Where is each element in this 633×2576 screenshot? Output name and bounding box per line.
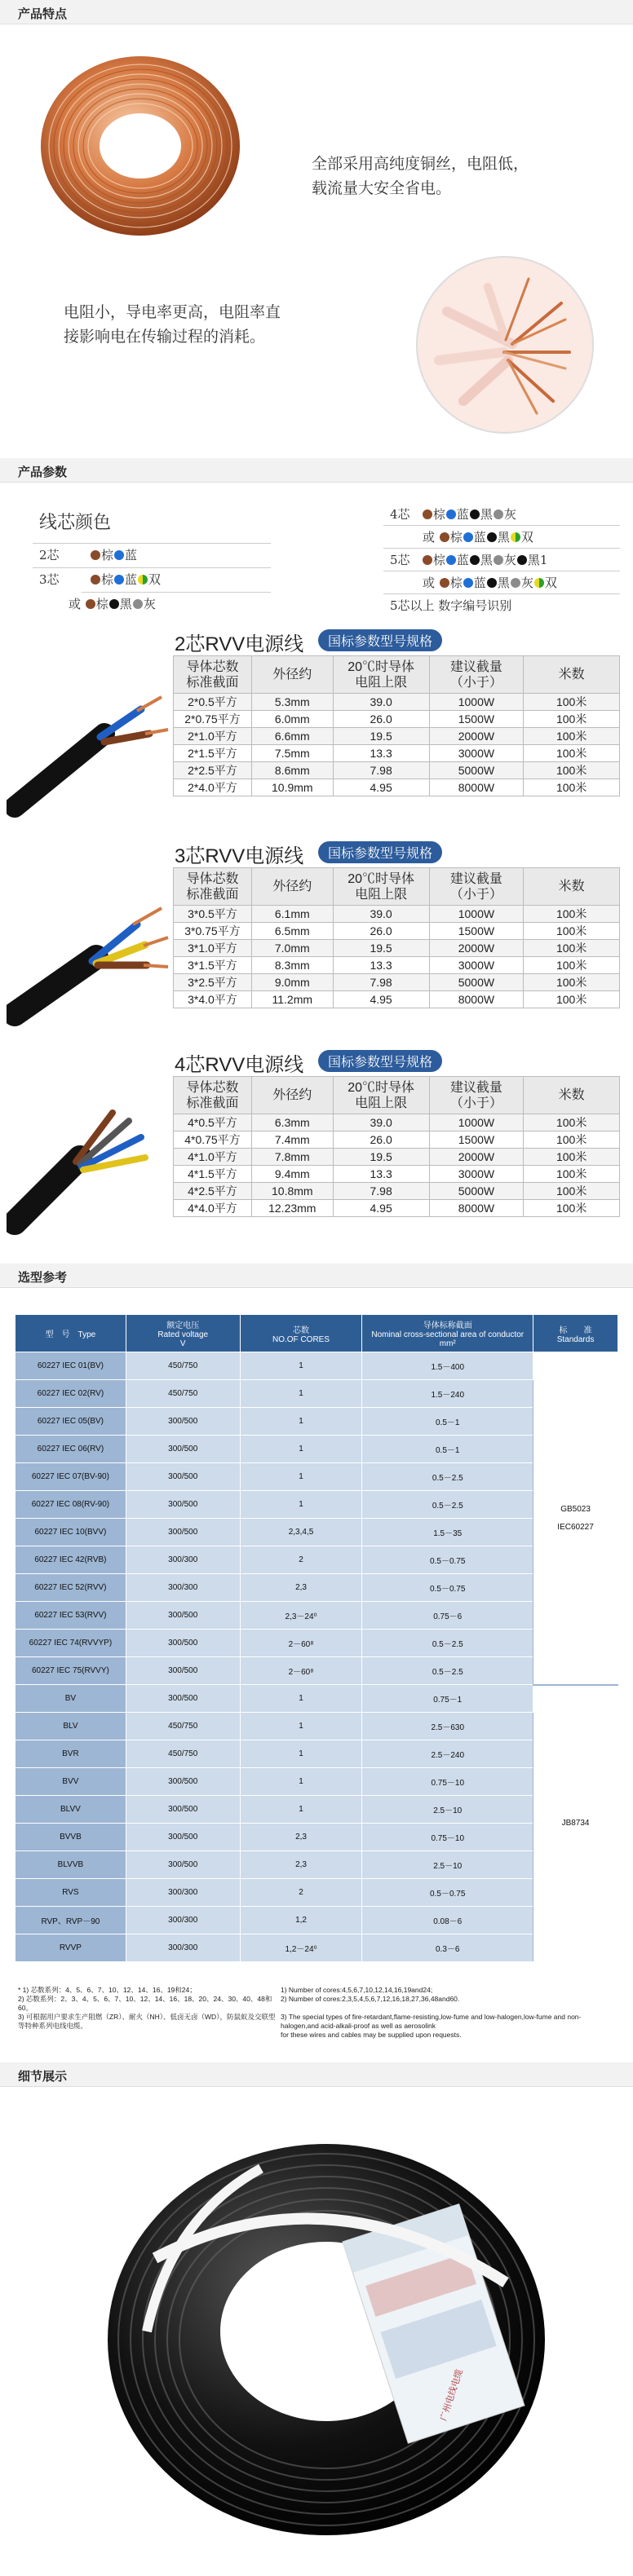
table-cell: 7.5mm [251, 745, 333, 762]
table-row [174, 957, 620, 974]
table-cell-type: 60227 IEC 02(RV) [15, 1380, 126, 1408]
table-cell: 2000W [429, 728, 524, 745]
rvv2-cable-image [7, 677, 170, 823]
table-cell-voltage: 300/300 [126, 1546, 240, 1574]
table-cell-cores: 1 [240, 1463, 362, 1491]
section-title: 产品参数 [18, 465, 68, 479]
table-cell-cores: 1 [240, 1352, 362, 1380]
table-cell-cores: 1 [240, 1768, 362, 1796]
table-cell: 100米 [524, 906, 620, 923]
section-header-selection [0, 1264, 633, 1288]
table-cell-voltage: 450/750 [126, 1740, 240, 1768]
table-cell: 1000W [429, 906, 524, 923]
table-cell: 7.98 [333, 762, 429, 779]
table-cell: 12.23mm [251, 1200, 333, 1217]
c5-colors-a: 5芯 棕 蓝 黑 灰 黑1 [390, 553, 548, 567]
table-cell: 26.0 [333, 1131, 429, 1149]
table-cell-voltage: 300/500 [126, 1657, 240, 1685]
table-cell-area: 1.5－400 [362, 1352, 533, 1380]
notes-left [18, 1986, 279, 2031]
table-cell: 4.95 [333, 991, 429, 1008]
table-cell-area: 0.5－2.5 [362, 1657, 533, 1685]
table-cell: 8000W [429, 1200, 524, 1217]
table-cell-type: 60227 IEC 52(RVV) [15, 1574, 126, 1602]
table-row [174, 745, 620, 762]
table-row [15, 1408, 618, 1436]
rvv3-badge: 国标参数型号规格 [318, 841, 442, 863]
table-cell-voltage: 300/300 [126, 1879, 240, 1907]
c5-colors-b: 或 棕 蓝 黑 灰 双 [423, 576, 557, 590]
table-cell-cores: 2－60⁸ [240, 1630, 362, 1657]
table-row [15, 1491, 618, 1519]
selection-header-cell: 标 准 Standards [533, 1315, 618, 1352]
selection-header-cell: 型 号 Type [15, 1315, 126, 1352]
table-cell-area: 0.5－0.75 [362, 1574, 533, 1602]
table-cell-voltage: 450/750 [126, 1352, 240, 1380]
table-row [15, 1574, 618, 1602]
table-cell: 9.4mm [251, 1166, 333, 1183]
feature-text-1-line1: 全部采用高纯度铜丝，电阻低， [312, 155, 529, 173]
table-cell: 3*0.75平方 [174, 923, 252, 940]
table-row [15, 1352, 618, 1380]
table-row [174, 1200, 620, 1217]
table-cell: 4*1.5平方 [174, 1166, 252, 1183]
table-cell: 5.3mm [251, 694, 333, 711]
selection-header-row [15, 1315, 618, 1352]
section-header-features [0, 0, 633, 24]
feature-text-2-line2: 接影响电在传输过程的消耗。 [64, 328, 266, 346]
table-cell-cores: 2 [240, 1546, 362, 1574]
c4-colors-b: 或 棕 蓝 黑 双 [423, 530, 533, 545]
table-row [15, 1879, 618, 1907]
table-cell-area: 0.75－10 [362, 1768, 533, 1796]
table-cell-cores: 1 [240, 1408, 362, 1436]
table-cell-cores: 1 [240, 1713, 362, 1740]
table-cell-type: BLVVB [15, 1851, 126, 1879]
table-header-cell: 建议截量 （小于） [429, 656, 524, 694]
section-title: 选型参考 [18, 1270, 68, 1285]
table-cell: 1500W [429, 923, 524, 940]
table-cell-standard: GB5023 IEC60227 [533, 1352, 618, 1685]
c3-label: 3芯 [39, 572, 60, 587]
c5plus-text: 5芯以上 数字编号识别 [390, 598, 512, 613]
table-cell: 2*2.5平方 [174, 762, 252, 779]
table-cell-type: 60227 IEC 01(BV) [15, 1352, 126, 1380]
table-cell: 6.5mm [251, 923, 333, 940]
table-cell: 8.6mm [251, 762, 333, 779]
table-cell-area: 0.5－1 [362, 1436, 533, 1463]
table-cell: 1000W [429, 1114, 524, 1131]
table-cell: 2*4.0平方 [174, 779, 252, 796]
table-cell-voltage: 300/500 [126, 1436, 240, 1463]
table-row [15, 1630, 618, 1657]
table-cell-cores: 2,3 [240, 1851, 362, 1879]
table-cell-type: 60227 IEC 10(BVV) [15, 1519, 126, 1546]
section-header-params [0, 458, 633, 483]
table-cell-area: 0.5－2.5 [362, 1463, 533, 1491]
table-cell: 19.5 [333, 1149, 429, 1166]
table-row [174, 728, 620, 745]
table-cell: 4*4.0平方 [174, 1200, 252, 1217]
table-cell-area: 0.08－6 [362, 1907, 533, 1934]
table-cell: 6.1mm [251, 906, 333, 923]
table-header-cell: 20℃时导体 电阻上限 [333, 1077, 429, 1114]
table-header-cell: 20℃时导体 电阻上限 [333, 656, 429, 694]
table-row [15, 1907, 618, 1934]
table-cell-area: 0.75－10 [362, 1824, 533, 1851]
c3-colors-b: 或 棕 黑 灰 [69, 597, 156, 611]
table-row [174, 1166, 620, 1183]
table-cell: 26.0 [333, 711, 429, 728]
table-cell-type: 60227 IEC 75(RVVY) [15, 1657, 126, 1685]
table-cell-type: 60227 IEC 74(RVVYP) [15, 1630, 126, 1657]
table-cell-cores: 2,3,4,5 [240, 1519, 362, 1546]
table-row [15, 1463, 618, 1491]
table-cell: 6.6mm [251, 728, 333, 745]
table-cell: 9.0mm [251, 974, 333, 991]
table-cell-type: 60227 IEC 06(RV) [15, 1436, 126, 1463]
table-header-cell: 导体芯数 标准截面 [174, 1077, 252, 1114]
rvv2-badge: 国标参数型号规格 [318, 629, 442, 651]
rvv4-title: 4芯RVV电源线 [175, 1054, 304, 1076]
rvv4-table [173, 1076, 620, 1217]
c4-colors-a: 4芯 棕 蓝 黑 灰 [390, 507, 516, 522]
note-line: 2) 芯数系列：2、3、4、5、6、7、10、12、14、16、18、20、24、30、40、48和60。 [18, 1995, 272, 2012]
c2-label: 2芯 [39, 548, 60, 562]
table-cell: 13.3 [333, 1166, 429, 1183]
table-cell-cores: 1 [240, 1436, 362, 1463]
table-row [15, 1685, 618, 1713]
table-cell: 100米 [524, 1149, 620, 1166]
table-cell: 4*1.0平方 [174, 1149, 252, 1166]
table-header-cell: 20℃时导体 电阻上限 [333, 868, 429, 906]
table-cell: 5000W [429, 1183, 524, 1200]
table-cell-area: 1.5－35 [362, 1519, 533, 1546]
table-cell: 7.4mm [251, 1131, 333, 1149]
stripped-wires-image [414, 254, 595, 435]
cable-spool-image [98, 2119, 555, 2543]
table-cell-voltage: 450/750 [126, 1380, 240, 1408]
table-cell: 100米 [524, 974, 620, 991]
selection-header-cell: 导体标称截面 Nominal cross-sectional area of conductor mm² [362, 1315, 533, 1352]
table-cell: 39.0 [333, 1114, 429, 1131]
table-cell: 100米 [524, 728, 620, 745]
table-cell-voltage: 300/500 [126, 1630, 240, 1657]
table-row [15, 1740, 618, 1768]
table-cell-voltage: 300/500 [126, 1796, 240, 1824]
table-cell-cores: 2,3 [240, 1574, 362, 1602]
table-cell: 7.8mm [251, 1149, 333, 1166]
table-cell: 3*2.5平方 [174, 974, 252, 991]
table-row [174, 906, 620, 923]
table-cell: 1500W [429, 711, 524, 728]
table-header-cell: 建议截量 （小于） [429, 1077, 524, 1114]
table-header-cell: 建议截量 （小于） [429, 868, 524, 906]
table-cell-voltage: 300/500 [126, 1408, 240, 1436]
table-cell-type: 60227 IEC 42(RVB) [15, 1546, 126, 1574]
table-cell-voltage: 300/300 [126, 1934, 240, 1962]
table-cell: 100米 [524, 1131, 620, 1149]
table-cell: 100米 [524, 1183, 620, 1200]
table-cell: 7.0mm [251, 940, 333, 957]
table-cell: 3000W [429, 745, 524, 762]
table-row [15, 1546, 618, 1574]
table-row [15, 1824, 618, 1851]
table-cell-type: 60227 IEC 05(BV) [15, 1408, 126, 1436]
table-cell: 26.0 [333, 923, 429, 940]
table-row [15, 1519, 618, 1546]
table-row [174, 923, 620, 940]
core-colors-panel-right [383, 502, 620, 624]
table-cell: 13.3 [333, 745, 429, 762]
table-row [15, 1768, 618, 1796]
table-cell-area: 0.5－0.75 [362, 1879, 533, 1907]
notes-right [281, 1986, 615, 2040]
table-row [174, 974, 620, 991]
table-cell: 7.98 [333, 974, 429, 991]
table-cell: 39.0 [333, 906, 429, 923]
table-cell-type: BVVB [15, 1824, 126, 1851]
table-cell: 7.98 [333, 1183, 429, 1200]
table-cell-type: RVP、RVP－90 [15, 1907, 126, 1934]
table-cell-voltage: 300/500 [126, 1768, 240, 1796]
table-cell: 3*4.0平方 [174, 991, 252, 1008]
table-cell: 2*1.0平方 [174, 728, 252, 745]
table-cell-type: 60227 IEC 08(RV-90) [15, 1491, 126, 1519]
selection-header-cell: 芯数 NO.OF CORES [240, 1315, 362, 1352]
table-cell: 2000W [429, 940, 524, 957]
table-row [174, 762, 620, 779]
table-cell-voltage: 300/500 [126, 1519, 240, 1546]
table-cell: 5000W [429, 762, 524, 779]
table-cell: 4*2.5平方 [174, 1183, 252, 1200]
table-row [15, 1713, 618, 1740]
table-cell-voltage: 300/500 [126, 1463, 240, 1491]
table-cell-voltage: 450/750 [126, 1713, 240, 1740]
table-cell-area: 2.5－10 [362, 1851, 533, 1879]
table-cell-area: 0.75－1 [362, 1685, 533, 1713]
feature-text-2-line1: 电阻小，导电率更高，电阻率直 [64, 303, 281, 321]
table-row [15, 1380, 618, 1408]
table-cell: 100米 [524, 923, 620, 940]
spool-label-brand: 广州电线电缆 [438, 2367, 465, 2423]
selection-header-cell: 额定电压 Rated voltage V [126, 1315, 240, 1352]
table-row [15, 1436, 618, 1463]
table-header-row [174, 656, 620, 694]
table-row [15, 1851, 618, 1879]
table-cell: 8000W [429, 779, 524, 796]
table-cell: 19.5 [333, 940, 429, 957]
table-cell-standard: JB8734 [533, 1685, 618, 1962]
table-cell-cores: 2 [240, 1879, 362, 1907]
table-cell-area: 0.3－6 [362, 1934, 533, 1962]
section-title: 细节展示 [18, 2069, 68, 2084]
note-line: 3) The special types of fire-retardant,flame-resisting,low-fume and low-halogen,low-fume and non-halogen,and acid-alkali-proof as well as aerosolink [281, 2013, 582, 2030]
table-header-cell: 米数 [524, 1077, 620, 1114]
table-row [15, 1796, 618, 1824]
table-cell-cores: 2,3 [240, 1824, 362, 1851]
note-line: 3) 可根据用户要求生产阻燃（ZR）、耐火（NH）、低卤无卤（WD），防鼠蚁及交联型等特种系列电线电缆。 [18, 2013, 276, 2030]
table-cell-cores: 1,2－24⁰ [240, 1934, 362, 1962]
table-row [174, 779, 620, 796]
table-cell-type: RVS [15, 1879, 126, 1907]
table-cell-area: 2.5－10 [362, 1796, 533, 1824]
table-cell: 1000W [429, 694, 524, 711]
table-cell: 10.9mm [251, 779, 333, 796]
table-cell: 10.8mm [251, 1183, 333, 1200]
table-cell-cores: 1,2 [240, 1907, 362, 1934]
copper-coil-image [34, 52, 246, 240]
table-cell: 5000W [429, 974, 524, 991]
table-row [174, 1114, 620, 1131]
table-row [174, 940, 620, 957]
table-cell: 6.3mm [251, 1114, 333, 1131]
table-cell: 2*0.75平方 [174, 711, 252, 728]
table-cell-type: BVR [15, 1740, 126, 1768]
table-row [15, 1602, 618, 1630]
table-cell: 3*1.5平方 [174, 957, 252, 974]
table-cell: 100米 [524, 711, 620, 728]
table-cell: 4.95 [333, 779, 429, 796]
table-header-row [174, 1077, 620, 1114]
table-cell-area: 0.5－2.5 [362, 1630, 533, 1657]
table-cell-area: 0.5－1 [362, 1408, 533, 1436]
table-cell-area: 1.5－240 [362, 1380, 533, 1408]
table-row [174, 1183, 620, 1200]
table-cell: 19.5 [333, 728, 429, 745]
table-cell-cores: 1 [240, 1796, 362, 1824]
note-line: for these wires and cables may be supplied upon requests. [281, 2031, 462, 2039]
table-cell: 4.95 [333, 1200, 429, 1217]
table-cell-voltage: 300/500 [126, 1491, 240, 1519]
feature-text-1-line2: 载流量大安全省电。 [312, 179, 452, 197]
table-cell: 100米 [524, 1114, 620, 1131]
table-row [174, 1149, 620, 1166]
table-cell: 2*0.5平方 [174, 694, 252, 711]
table-cell: 3000W [429, 1166, 524, 1183]
table-cell: 100米 [524, 991, 620, 1008]
table-cell: 100米 [524, 1166, 620, 1183]
core-colors-title: 线芯颜色 [39, 513, 112, 533]
table-cell: 8.3mm [251, 957, 333, 974]
table-cell: 4*0.75平方 [174, 1131, 252, 1149]
table-cell-type: RVVP [15, 1934, 126, 1962]
selection-table [15, 1314, 618, 1962]
table-cell-area: 0.75－6 [362, 1602, 533, 1630]
table-cell: 8000W [429, 991, 524, 1008]
table-cell-cores: 1 [240, 1740, 362, 1768]
table-header-cell: 外径约 [251, 868, 333, 906]
table-cell-voltage: 300/300 [126, 1574, 240, 1602]
table-cell-voltage: 300/500 [126, 1685, 240, 1713]
table-header-cell: 外径约 [251, 1077, 333, 1114]
table-row [15, 1934, 618, 1962]
table-cell: 2*1.5平方 [174, 745, 252, 762]
table-header-cell: 导体芯数 标准截面 [174, 656, 252, 694]
table-cell-cores: 2－60⁸ [240, 1657, 362, 1685]
section-header-details [0, 2062, 633, 2087]
table-cell: 3*0.5平方 [174, 906, 252, 923]
table-row [15, 1657, 618, 1685]
table-cell: 6.0mm [251, 711, 333, 728]
table-cell: 39.0 [333, 694, 429, 711]
table-cell-area: 0.5－0.75 [362, 1546, 533, 1574]
table-cell: 3000W [429, 957, 524, 974]
table-cell-cores: 2,3－24⁰ [240, 1602, 362, 1630]
table-header-cell: 外径约 [251, 656, 333, 694]
rvv4-cable-image [7, 1092, 170, 1239]
table-cell-cores: 1 [240, 1685, 362, 1713]
c2-colors: 棕 蓝 [90, 546, 137, 563]
table-cell: 100米 [524, 694, 620, 711]
table-header-cell: 米数 [524, 656, 620, 694]
table-cell: 100米 [524, 779, 620, 796]
note-line: * 1) 芯数系列：4、5、6、7、10、12、14、16、19和24； [18, 1986, 197, 1994]
rvv3-cable-image [7, 884, 170, 1030]
c3-colors-a: 棕 蓝 双 [90, 571, 161, 588]
table-cell: 100米 [524, 940, 620, 957]
table-cell: 1500W [429, 1131, 524, 1149]
table-cell-type: BLV [15, 1713, 126, 1740]
table-cell-area: 2.5－630 [362, 1713, 533, 1740]
table-cell-voltage: 300/500 [126, 1851, 240, 1879]
table-cell-voltage: 300/300 [126, 1907, 240, 1934]
table-cell: 100米 [524, 745, 620, 762]
table-cell: 100米 [524, 762, 620, 779]
core-colors-panel [33, 502, 271, 624]
table-row [174, 991, 620, 1008]
table-cell-type: BVV [15, 1768, 126, 1796]
table-header-cell: 导体芯数 标准截面 [174, 868, 252, 906]
rvv3-title: 3芯RVV电源线 [175, 845, 304, 867]
table-cell: 4*0.5平方 [174, 1114, 252, 1131]
rvv4-badge: 国标参数型号规格 [318, 1050, 442, 1072]
note-line: 2) Number of cores:2,3,5,4,5,6,7,12,16,18,27,36,48and60. [281, 1995, 460, 2003]
rvv3-table [173, 867, 620, 1008]
table-cell-type: BV [15, 1685, 126, 1713]
note-line: 1) Number of cores:4,5,6,7,10,12,14,16,19and24; [281, 1986, 433, 1994]
table-cell-type: 60227 IEC 53(RVV) [15, 1602, 126, 1630]
table-cell: 100米 [524, 1200, 620, 1217]
rvv2-table [173, 655, 620, 796]
section-title: 产品特点 [18, 7, 68, 21]
table-row [174, 711, 620, 728]
table-cell-type: BLVV [15, 1796, 126, 1824]
table-row [174, 1131, 620, 1149]
table-cell-area: 2.5－240 [362, 1740, 533, 1768]
table-cell: 13.3 [333, 957, 429, 974]
table-cell-area: 0.5－2.5 [362, 1491, 533, 1519]
table-header-cell: 米数 [524, 868, 620, 906]
table-cell-type: 60227 IEC 07(BV-90) [15, 1463, 126, 1491]
table-cell-cores: 1 [240, 1380, 362, 1408]
table-cell-voltage: 300/500 [126, 1824, 240, 1851]
rvv2-title: 2芯RVV电源线 [175, 633, 304, 655]
table-row [174, 694, 620, 711]
table-cell-cores: 1 [240, 1491, 362, 1519]
table-cell-voltage: 300/500 [126, 1602, 240, 1630]
table-cell: 2000W [429, 1149, 524, 1166]
table-header-row [174, 868, 620, 906]
table-cell: 100米 [524, 957, 620, 974]
table-cell: 11.2mm [251, 991, 333, 1008]
table-cell: 3*1.0平方 [174, 940, 252, 957]
